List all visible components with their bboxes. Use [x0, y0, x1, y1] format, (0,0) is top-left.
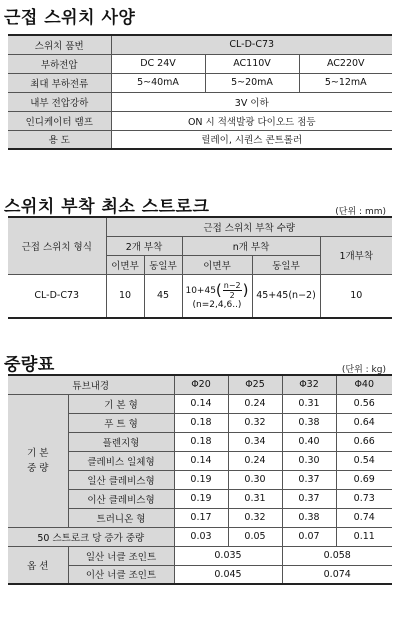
weight-value: 0.11: [336, 527, 392, 546]
stroke-h-same: 동일부: [144, 255, 182, 274]
weight-value: 0.38: [282, 413, 336, 432]
weight-stroke-label: 50 스트로크 당 증가 중량: [8, 527, 174, 546]
weight-value: 0.31: [228, 489, 282, 508]
weight-group-base: 기 본 중 량: [8, 394, 68, 527]
weight-value: 0.14: [174, 451, 228, 470]
spec-value: 릴레이, 시퀀스 콘트롤러: [111, 130, 392, 149]
stroke-unit: (단위 : mm): [335, 207, 386, 217]
weight-value: 0.73: [336, 489, 392, 508]
weight-value: 0.74: [336, 508, 392, 527]
weight-value: 0.14: [174, 394, 228, 413]
stroke-h-n: n개 부착: [182, 236, 320, 255]
weight-value: 0.05: [228, 527, 282, 546]
weight-value: 0.66: [336, 432, 392, 451]
formula-prefix: 10+45: [185, 285, 216, 296]
weight-value: 0.31: [282, 394, 336, 413]
stroke-title: 스위치 부착 최소 스트로크: [4, 197, 210, 217]
stroke-one: 10: [320, 274, 392, 318]
weight-value: 0.69: [336, 470, 392, 489]
stroke-table: [8, 216, 392, 319]
weight-type: 일산 클레비스형: [68, 470, 174, 489]
weight-h-size: Φ32: [282, 375, 336, 394]
weight-h-bore: 튜브내경: [8, 375, 174, 394]
stroke-h-diff: 이면부: [106, 255, 144, 274]
formula-fraction: [223, 281, 242, 300]
spec-label: 용 도: [8, 130, 111, 149]
weight-value: 0.19: [174, 470, 228, 489]
weight-value: 0.32: [228, 508, 282, 527]
spec-value: 5~40mA: [111, 73, 205, 92]
weight-value: 0.38: [282, 508, 336, 527]
weight-value: 0.30: [228, 470, 282, 489]
stroke-model: CL-D-C73: [8, 274, 106, 318]
weight-type: 이산 클레비스형: [68, 489, 174, 508]
stroke-h-diff: 이면부: [182, 255, 252, 274]
stroke-n-diff: 10+45( $\frac{n-2}{2}$ ) (n=2,4,6..): [182, 274, 252, 318]
spec-label: 부하전압: [8, 54, 111, 73]
weight-h-size: Φ20: [174, 375, 228, 394]
weight-value: 0.34: [228, 432, 282, 451]
weight-option: 일산 너클 조인트: [68, 546, 174, 565]
weight-unit: (단위 : kg): [341, 365, 386, 375]
weight-option: 이산 너클 조인트: [68, 565, 174, 584]
weight-type: 푸 트 형: [68, 413, 174, 432]
formula-condition: (n=2,4,6..): [192, 299, 242, 310]
spec-value: DC 24V: [111, 54, 205, 73]
stroke-h-model: 근접 스위치 형식: [8, 217, 106, 274]
stroke-h-two: 2개 부착: [106, 236, 182, 255]
spec-label: 인디케이터 램프: [8, 111, 111, 130]
spec-label: 최대 부하전류: [8, 73, 111, 92]
weight-type: 플렌지형: [68, 432, 174, 451]
weight-value: 0.24: [228, 451, 282, 470]
stroke-n-same: 45+45(n−2): [252, 274, 320, 318]
spec-value: AC110V: [205, 54, 299, 73]
stroke-h-qty: 근접 스위치 부착 수량: [106, 217, 392, 236]
weight-type: 클레비스 일체형: [68, 451, 174, 470]
weight-value: 0.37: [282, 470, 336, 489]
weight-value: 0.24: [228, 394, 282, 413]
formula-denominator: 2: [229, 290, 235, 300]
stroke-two-diff: 10: [106, 274, 144, 318]
spec-value: ON 시 적색발광 다이오드 점등: [111, 111, 392, 130]
weight-value: 0.30: [282, 451, 336, 470]
weight-type: 기 본 형: [68, 394, 174, 413]
weight-value: 0.19: [174, 489, 228, 508]
formula-numerator: n−2: [223, 280, 241, 290]
spec-value: 3V 이하: [111, 92, 392, 111]
weight-value: 0.035: [174, 546, 282, 565]
spec-label: 스위치 품번: [8, 35, 111, 54]
weight-value: 0.18: [174, 432, 228, 451]
weight-value: 0.32: [228, 413, 282, 432]
weight-value: 0.03: [174, 527, 228, 546]
spec-value: 5~12mA: [299, 73, 392, 92]
weight-h-size: Φ25: [228, 375, 282, 394]
weight-value: 0.17: [174, 508, 228, 527]
weight-value: 0.64: [336, 413, 392, 432]
spec-value: AC220V: [299, 54, 392, 73]
spec-title: 근접 스위치 사양: [4, 8, 136, 28]
stroke-two-same: 45: [144, 274, 182, 318]
spec-value: CL-D-C73: [111, 35, 392, 54]
stroke-h-one: 1개부착: [320, 236, 392, 274]
weight-value: 0.18: [174, 413, 228, 432]
weight-title: 중량표: [4, 355, 55, 375]
weight-h-size: Φ40: [336, 375, 392, 394]
weight-value: 0.074: [282, 565, 392, 584]
weight-value: 0.07: [282, 527, 336, 546]
stroke-h-same: 동일부: [252, 255, 320, 274]
weight-type: 트러니온 형: [68, 508, 174, 527]
weight-value: 0.56: [336, 394, 392, 413]
weight-value: 0.058: [282, 546, 392, 565]
weight-value: 0.40: [282, 432, 336, 451]
weight-table: [8, 374, 392, 585]
weight-group-option: 옵 션: [8, 546, 68, 584]
weight-value: 0.54: [336, 451, 392, 470]
weight-value: 0.37: [282, 489, 336, 508]
spec-value: 5~20mA: [205, 73, 299, 92]
spec-label: 내부 전압강하: [8, 92, 111, 111]
spec-table: [8, 34, 392, 150]
weight-value: 0.045: [174, 565, 282, 584]
